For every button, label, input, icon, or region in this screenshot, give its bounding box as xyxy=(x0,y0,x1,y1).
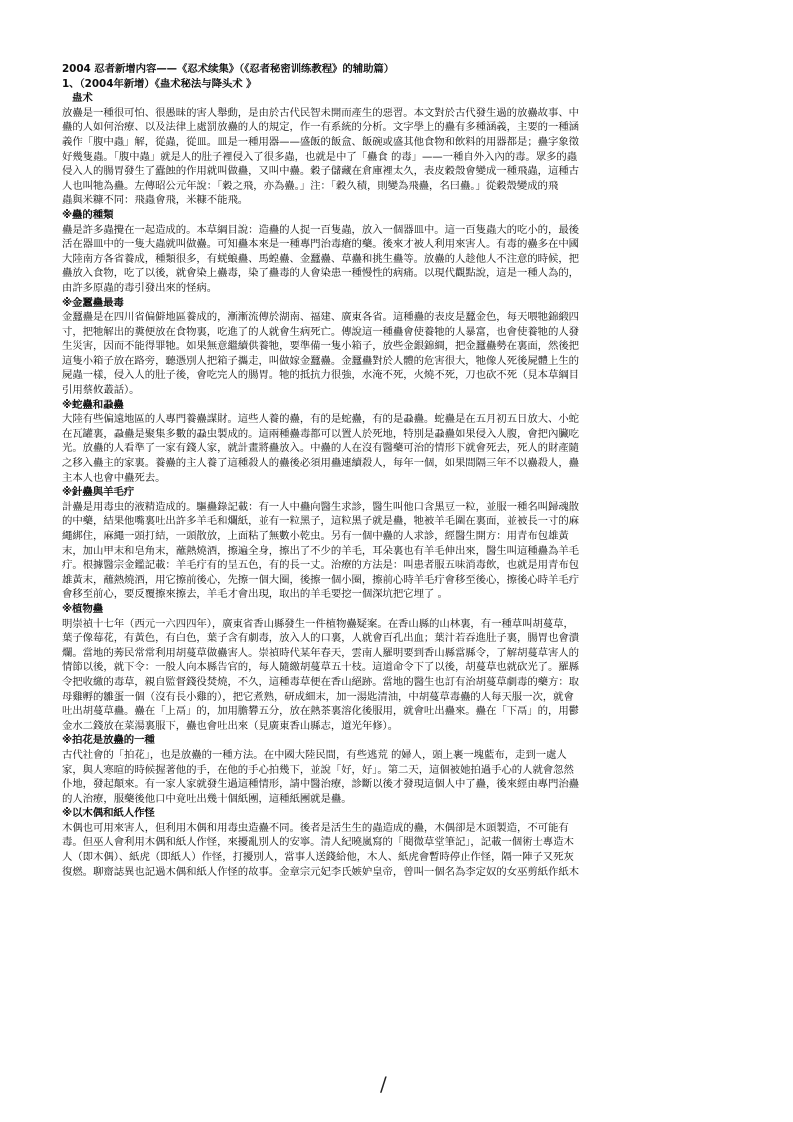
text-line: 會移至前心，要反覆擦來擦去，羊毛才會出現，取出的羊毛要挖一個深坑把它埋了 。 xyxy=(62,588,448,601)
text-line: 令把收繳的毒草，親自監督錢役焚燒，不久，這種毒草便在香山絕跡。當地的醫生也訂有治胡蔓草劇毒的藥方：取 xyxy=(62,675,580,688)
text-line: 放蠱是一種很可怕、很愚昧的害人舉動，是由於古代民智未開而產生的惡習。本文對於古代發生過的放蠱故事、中 xyxy=(62,106,580,119)
text-line: 計蠱是用毒虫的液精造成的。驅蠱錄記載：有一人中蠱向醫生求診，醫生叫他口含黑豆一粒，並服一種名叫歸魂散 xyxy=(62,500,580,513)
text-line: 活在器皿中的一隻大蟲就叫做蠱。可知蠱本來是一種專門治毒瘡的藥。後來才被人利用來害人。有毒的蠱多在中國 xyxy=(62,238,580,251)
text-line: 之移入蠱主的家裏。養蠱的主人養了這種殺人的蠱後必須用蠱連續殺人，每年一個，如果間隔三年不以蠱殺人，蠱 xyxy=(62,457,580,470)
text-line: 金水二錢放在菜湯裏服下，蠱也會吐出來（見廣東香山縣志，道光年修）。 xyxy=(62,719,399,732)
text-line: 引用蔡攸叢話）。 xyxy=(62,384,140,397)
section-heading: ※金蠶蠱最毒 xyxy=(62,296,124,309)
document-page xyxy=(62,62,740,879)
section-heading: ※蛇蠱和蝨蠱 xyxy=(62,398,124,411)
text-line: 葉子像莓花，有黃色，有白色，葉子含有劇毒，放入人的口裏，人就會百孔出血；葉汁若吞進肚子裏，腸胃也會潰 xyxy=(62,632,580,645)
section-heading: 蛊术 xyxy=(72,92,93,105)
text-line: 蠱放入食物，吃了以後，就會染上蠱毒，染了蠱毒的人會染患一種慢性的病痛。以現代觀點說，這是一種人為的， xyxy=(62,267,580,280)
section-heading: ※植物蠱 xyxy=(62,602,104,615)
text-line: 雄黃末，蘸熱燒酒，用它擦前後心，先擦一個大圈，後擦一個小圈，擦前心時羊毛疔會移至後心，擦後心時羊毛疔 xyxy=(62,573,580,586)
text-line: 爛。當地的莠民常常利用胡蔓草做蠱害人。崇禎時代某年春天，雲南人羅明要到香山縣當縣令，了解胡蔓草害人的 xyxy=(62,646,580,659)
text-line: 光。放蠱的人看準了一家有錢人家，就計畫將蠱放入。中蠱的人在沒有醫藥可治的情形下就會死去，死人的財產隨 xyxy=(62,442,580,455)
text-line: 人也叫牠為蠱。左傳昭公元年說：「穀之飛，亦為蠱。」注：「穀久積，則變為飛蠱，名曰蠱。」從穀殼變成的飛 xyxy=(62,179,559,192)
text-line: 蟲與米糠不同：飛蟲會飛，米糠不能飛。 xyxy=(62,194,249,207)
text-line: 金蠶蠱是在四川省偏僻地區養成的，漸漸流傳於湖南、福建、廣東各省。這種蠱的表皮是蠶金色，每天喂牠錦緞四 xyxy=(62,311,580,324)
text-line: 仆地，發起顛來。有一家人家就發生過這種情形，請中醫治療，診斷以後才發現這個人中了蠱，後來經由專門治蠱 xyxy=(62,778,580,791)
text-line: 家，與人寒暄的時候握著他的手，在他的手心拍幾下，並說「好，好」。第二天，這個被她拍過手心的人就會忽然 xyxy=(62,763,574,776)
page-mark: / xyxy=(380,1072,387,1096)
text-line: 蠱是許多蟲攪在一起造成的。本草綱目說：造蠱的人捉一百隻蟲，放入一個器皿中。這一百隻蟲大的吃小的，最後 xyxy=(62,223,580,236)
section-heading: ※以木偶和紙人作怪 xyxy=(62,807,155,820)
text-line: 末，加山甲末和皂角末，蘸熱燒酒，擦遍全身，擦出了不少的羊毛，耳朵裏也有羊毛伸出來，醫生叫這種蠱為羊毛 xyxy=(62,544,580,557)
text-line: 寸，把牠解出的糞便放在食物裏，吃進了的人就會生病死亡。傳說這一種蠱會使養牠的人暴富，也會使養牠的人發 xyxy=(62,325,580,338)
text-line: 屍蟲一樣，侵入人的肚子後，會吃完人的腸胃。牠的抵抗力很強，水淹不死，火燒不死，刀也砍不死（見本草綱目 xyxy=(62,369,580,382)
section-heading: ※蠱的種類 xyxy=(62,208,114,221)
text-line: 蠱的人如何治療、以及法律上處罰放蠱的人的規定，作一有系統的分析。文字學上的蠱有多種涵義，主要的一種涵 xyxy=(62,121,580,134)
text-line: 情節以後，就下令：一般人向本縣告官的，每人隨繳胡蔓草五十枝。這道命令下了以後，胡蔓草也就砍光了。羅縣 xyxy=(62,661,580,674)
text-line: 毒。但巫人會利用木偶和紙人作怪，來擾亂別人的安寧。清人紀曉嵐寫的「閱微草堂筆記」，記載一個術士專造木 xyxy=(62,836,574,849)
text-line: 吐出胡蔓草蠱。蠱在「上鬲」的，加用膽礬五分，放在熱茶裏溶化後服用，就會吐出蠱來。蠱在「下鬲」的，用鬱 xyxy=(62,705,580,718)
text-line: 古代社會的「拍花」，也是放蠱的一種方法。在中國大陸民間，有些逃荒 的婦人，頭上裹一塊藍布，走到一處人 xyxy=(62,748,567,761)
text-line: 疔。根據醫宗金鑑記載：羊毛疔有的呈五色，有的長一丈。治療的方法是：叫患者服五味消毒飲，也就是用青布包 xyxy=(62,559,580,572)
text-line: 好幾隻蟲。「腹中蟲」就是人的肚子裡侵入了很多蟲，也就是中了「蠱食 的毒」——一種自外入內的毒。眾多的蟲 xyxy=(62,150,578,163)
text-line: 人（即木偶）、紙虎（即紙人）作怪，打擾別人，當事人送錢給他，木人、紙虎會暫時停止作怪，隔一陣子又死灰 xyxy=(62,851,574,864)
text-line: 生災害，因而不能得罪牠。如果無意繼續供養牠，要準備一隻小箱子，放些金銀錦綢，把金蠶蠱勢在裏面，然後把 xyxy=(62,340,580,353)
text-line: 大陸南方各省養成，種類很多，有蜣蜋蠱、馬蝗蠱、金蠶蠱、草蠱和挑生蠱等。放蠱的人趁他人不注意的時候，把 xyxy=(62,252,580,265)
text-line: 大陸有些偏遠地區的人專門養蠱謀財。這些人養的蠱，有的是蛇蠱，有的是蝨蠱。蛇蠱是在五月初五日放大、小蛇 xyxy=(62,413,580,426)
text-line: 侵入人的腸胃發生了蠹蝕的作用就叫做蠱，又叫中蠱。穀子儲藏在倉庫裡太久，表皮穀殼會變成一種飛蟲，這種古 xyxy=(62,165,580,178)
section-heading: ※拍花是放蠱的一種 xyxy=(62,734,155,747)
text-line: 在瓦罐裏，蝨蠱是聚集多數的蝨虫製成的。這兩種蠱毒都可以置人於死地，特別是蝨蠱如果侵入人腹，會把內臟吃 xyxy=(62,427,580,440)
text-line: 復燃。聊齋誌異也記過木偶和紙人作怪的故事。金章宗元妃李氏嫉妒皇帝，曾叫一個名為李定奴的女巫剪紙作紙木 xyxy=(62,865,580,878)
text-line: 木偶也可用來害人，但利用木偶和用毒虫造蠱不同。後者是活生生的蟲造成的蠱，木偶卻是木頭製造，不可能有 xyxy=(62,821,569,834)
text-line: 的人治療，服藥後他口中竟吐出幾十個紙團，這種紙團就是蠱。 xyxy=(62,792,352,805)
text-line: 這隻小箱子放在路旁，聽憑別人把箱子攜走，叫做嫁金蠶蠱。金蠶蠱對於人體的危害很大，牠像人死後屍體上生的 xyxy=(62,354,580,367)
text-line: 由許多原蟲的毒引發出來的怪病。 xyxy=(62,281,218,294)
text-line: 母雞孵的雛蛋一個（沒有長小雞的），把它煮熟，研成細末，加一湯匙清油，中胡蔓草毒蠱的人每天服一次，就會 xyxy=(62,690,574,703)
section-heading: 1、（2004年新增）《蛊术秘法与降头术 》 xyxy=(62,77,257,90)
text-line: 義作「腹中蟲」解，從蟲，從皿。皿是一種用器——盛飯的飯盒、飯碗或盛其他食物和飲料的用器都是；蠱字象徵 xyxy=(62,135,580,148)
section-heading: 2004 忍者新增内容——《忍术续集》（《忍者秘密训练教程》的辅助篇） xyxy=(62,63,395,75)
text-line: 明崇禎十七年（西元一六四四年），廣東省香山縣發生一件植物蠱疑案。在香山縣的山林裏，有一種草叫胡蔓草， xyxy=(62,617,574,630)
text-line: 主本人也會中蠱死去。 xyxy=(62,471,166,484)
text-line: 的中藥，結果他嘴裏吐出許多羊毛和爛紙，並有一粒黑子，這粒黑子就是蠱，牠被羊毛圍在裏面，並被長一寸的麻 xyxy=(62,515,580,528)
text-line: 繩綁住，麻繩一頭打結，一頭散放，上面粘了無數小乾虫。另有一個中蠱的人求診，經醫生開方：用青布包雄黃 xyxy=(62,530,569,542)
section-heading: ※針蠱與羊毛疔 xyxy=(62,486,135,499)
